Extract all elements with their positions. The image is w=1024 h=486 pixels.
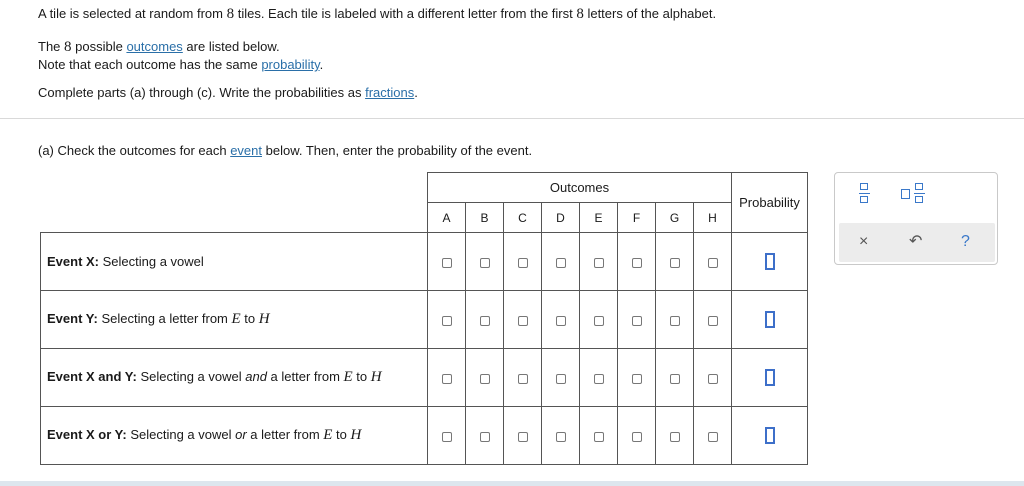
checkbox-d[interactable]: [556, 258, 566, 268]
checkbox-b[interactable]: [480, 374, 490, 384]
checkbox-a[interactable]: [442, 432, 452, 442]
outcome-letter: A: [428, 203, 466, 233]
event-y-label: Event Y: Selecting a letter from E to H: [41, 291, 428, 349]
probability-note: Note that each outcome has the same probability.: [38, 57, 324, 72]
checkbox-g[interactable]: [670, 432, 680, 442]
fraction-icon[interactable]: [859, 183, 871, 205]
outcome-letter: G: [656, 203, 694, 233]
section-divider: [0, 118, 1024, 119]
checkbox-e[interactable]: [594, 316, 604, 326]
checkbox-a[interactable]: [442, 316, 452, 326]
checkbox-c[interactable]: [518, 432, 528, 442]
probability-link[interactable]: probability: [261, 57, 320, 72]
event-x-and-y-label: Event X and Y: Selecting a vowel and a letter from E to H: [41, 349, 428, 407]
math-tool-panel: [834, 172, 998, 265]
checkbox-d[interactable]: [556, 432, 566, 442]
fractions-link[interactable]: fractions: [365, 85, 415, 100]
table-row: [41, 233, 808, 291]
checkbox-f[interactable]: [632, 432, 642, 442]
outcome-letter: B: [466, 203, 504, 233]
instructions: Complete parts (a) through (c). Write the probabilities as fractions.: [38, 85, 418, 100]
outcomes-header: Outcomes: [428, 173, 732, 203]
outcome-letter: D: [542, 203, 580, 233]
checkbox-b[interactable]: [480, 316, 490, 326]
checkbox-e[interactable]: [594, 258, 604, 268]
checkbox-h[interactable]: [708, 258, 718, 268]
table-row: [41, 407, 808, 465]
checkbox-a[interactable]: [442, 258, 452, 268]
checkbox-g[interactable]: [670, 258, 680, 268]
checkbox-f[interactable]: [632, 316, 642, 326]
probability-input-y[interactable]: [765, 311, 775, 328]
probability-header: Probability: [732, 173, 808, 233]
checkbox-f[interactable]: [632, 374, 642, 384]
checkbox-h[interactable]: [708, 374, 718, 384]
checkbox-d[interactable]: [556, 374, 566, 384]
checkbox-f[interactable]: [632, 258, 642, 268]
help-icon[interactable]: ?: [961, 233, 970, 250]
mixed-number-icon[interactable]: [901, 183, 927, 205]
outcomes-link[interactable]: outcomes: [126, 39, 183, 54]
outcome-letter: F: [618, 203, 656, 233]
event-x-label: Event X: Selecting a vowel: [41, 233, 428, 291]
checkbox-h[interactable]: [708, 432, 718, 442]
checkbox-g[interactable]: [670, 316, 680, 326]
checkbox-h[interactable]: [708, 316, 718, 326]
undo-icon[interactable]: ↶: [909, 233, 923, 250]
checkbox-c[interactable]: [518, 316, 528, 326]
table-row: [41, 291, 808, 349]
checkbox-d[interactable]: [556, 316, 566, 326]
checkbox-a[interactable]: [442, 374, 452, 384]
outcome-letter: C: [504, 203, 542, 233]
outcomes-table: [40, 172, 808, 465]
clear-icon[interactable]: ×: [859, 233, 869, 250]
outcome-letter: E: [580, 203, 618, 233]
probability-input-x-or-y[interactable]: [765, 427, 775, 444]
checkbox-b[interactable]: [480, 258, 490, 268]
bottom-bar: [0, 481, 1024, 486]
checkbox-e[interactable]: [594, 374, 604, 384]
checkbox-c[interactable]: [518, 374, 528, 384]
part-a-instructions: (a) Check the outcomes for each event below. Then, enter the probability of the event.: [38, 143, 533, 158]
outcomes-statement: The 8 possible outcomes are listed below.: [38, 39, 280, 55]
checkbox-g[interactable]: [670, 374, 680, 384]
checkbox-e[interactable]: [594, 432, 604, 442]
problem-statement: A tile is selected at random from 8 tiles. Each tile is labeled with a different letter from the first 8 letters of the alphabet.: [38, 6, 717, 22]
probability-input-x[interactable]: [765, 253, 775, 270]
outcome-letter: H: [694, 203, 732, 233]
checkbox-b[interactable]: [480, 432, 490, 442]
tool-actions-bar: [839, 223, 995, 262]
event-x-or-y-label: Event X or Y: Selecting a vowel or a letter from E to H: [41, 407, 428, 465]
probability-input-x-and-y[interactable]: [765, 369, 775, 386]
event-link[interactable]: event: [230, 143, 263, 158]
checkbox-c[interactable]: [518, 258, 528, 268]
table-row: [41, 349, 808, 407]
